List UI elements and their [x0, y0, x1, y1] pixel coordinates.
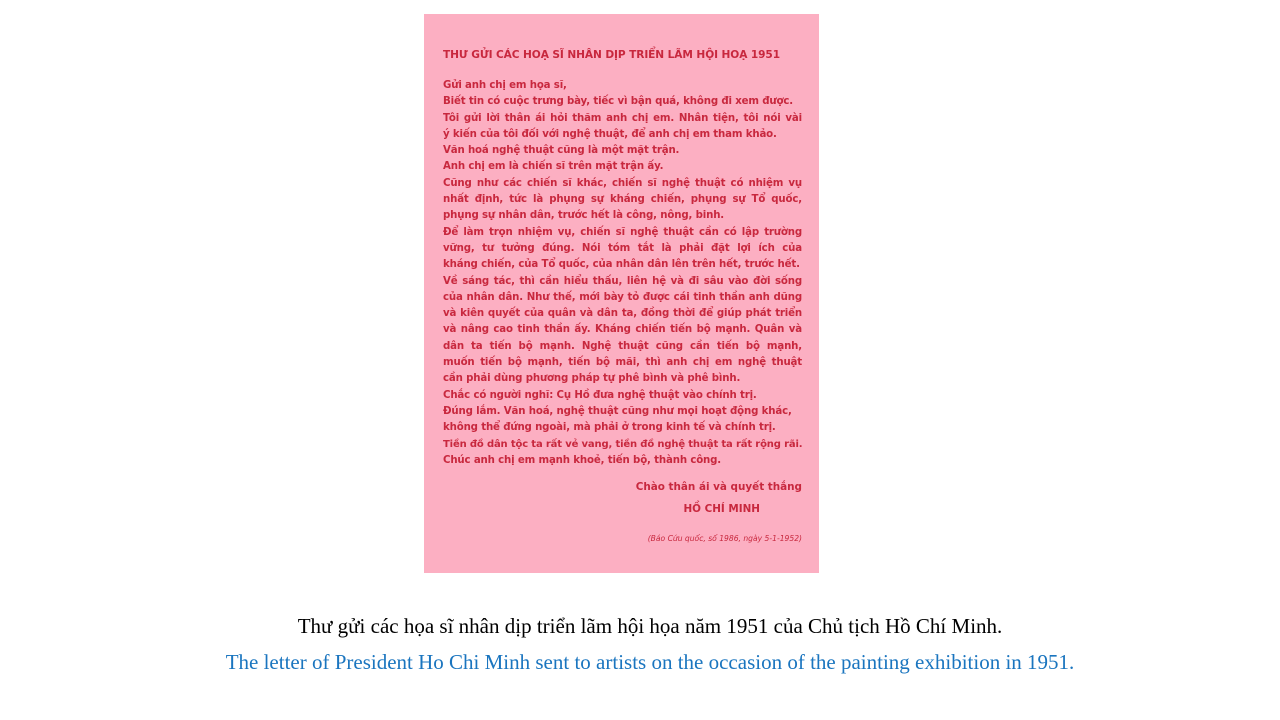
letter-line: Tiền đồ dân tộc ta rất vẻ vang, tiền đồ nghệ thuật ta rất rộng rãi.	[443, 438, 803, 450]
letter-line: Chắc có người nghĩ: Cụ Hồ đưa nghệ thuật vào chính trị.	[443, 389, 757, 401]
poster-title: THƯ GỬI CÁC HOẠ SĨ NHÂN DỊP TRIỂN LÃM HỘI HOẠ 1951	[443, 49, 780, 61]
letter-signature: HỒ CHÍ MINH	[683, 503, 760, 516]
letter-source: (Báo Cứu quốc, số 1986, ngày 5-1-1952)	[647, 534, 802, 544]
letter-poster-image	[424, 14, 819, 573]
letter-line: muốn tiến bộ mạnh, tiến bộ mãi, thì anh chị em nghệ thuật	[443, 357, 802, 369]
letter-line: phụng sự nhân dân, trước hết là công, nông, binh.	[443, 210, 725, 222]
letter-line: kháng chiến, của Tổ quốc, của nhân dân lên trên hết, trước hết.	[443, 259, 800, 271]
letter-line: dân ta tiến bộ mạnh. Nghệ thuật cũng cần tiến bộ mạnh,	[443, 340, 802, 352]
letter-signoff: Chào thân ái và quyết thắng	[635, 481, 802, 494]
letter-line: Anh chị em là chiến sĩ trên mặt trận ấy.	[443, 161, 664, 173]
letter-line: Về sáng tác, thì cần hiểu thấu, liên hệ và đi sâu vào đời sống	[443, 275, 802, 287]
letter-line: và nâng cao tinh thần ấy. Kháng chiến tiến bộ mạnh. Quân và	[443, 324, 802, 336]
caption-english: The letter of President Ho Chi Minh sent to artists on the occasion of the painting exhibition in 1951.	[225, 650, 1075, 674]
letter-line: và kiên quyết của quân và dân ta, đồng thời để giúp phát triển	[443, 308, 802, 320]
letter-line: Tôi gửi lời thân ái hỏi thăm anh chị em. Nhân tiện, tôi nói vài	[443, 112, 802, 124]
letter-line: Cũng như các chiến sĩ khác, chiến sĩ nghệ thuật có nhiệm vụ	[443, 177, 802, 189]
letter-line: ý kiến của tôi đối với nghệ thuật, để anh chị em tham khảo.	[443, 128, 777, 140]
letter-line: Văn hoá nghệ thuật cũng là một mặt trận.	[443, 145, 680, 157]
letter-line: Để làm trọn nhiệm vụ, chiến sĩ nghệ thuật cần có lập trường	[443, 226, 802, 238]
letter-line: Gửi anh chị em họa sĩ,	[443, 80, 567, 91]
letter-line: không thể đứng ngoài, mà phải ở trong kinh tế và chính trị.	[443, 422, 776, 434]
letter-line: Biết tin có cuộc trưng bày, tiếc vì bận quá, không đi xem được.	[443, 96, 793, 108]
letter-line: vững, tư tưởng đúng. Nói tóm tắt là phải đặt lợi ích của	[443, 242, 802, 254]
letter-body	[443, 78, 802, 469]
letter-line: Chúc anh chị em mạnh khoẻ, tiến bộ, thành công.	[443, 454, 722, 466]
letter-line: của nhân dân. Như thế, mới bày tỏ được cái tinh thần anh dũng	[443, 291, 802, 303]
letter-line: cần phải dùng phương pháp tự phê bình và phê bình.	[443, 373, 741, 385]
letter-line: nhất định, tức là phụng sự kháng chiến, phụng sự Tổ quốc,	[443, 194, 802, 206]
caption-vietnamese: Thư gửi các họa sĩ nhân dịp triển lãm hội họa năm 1951 của Chủ tịch Hồ Chí Minh.	[297, 614, 1003, 638]
letter-line: Đúng lắm. Văn hoá, nghệ thuật cũng như mọi hoạt động khác,	[443, 405, 792, 417]
